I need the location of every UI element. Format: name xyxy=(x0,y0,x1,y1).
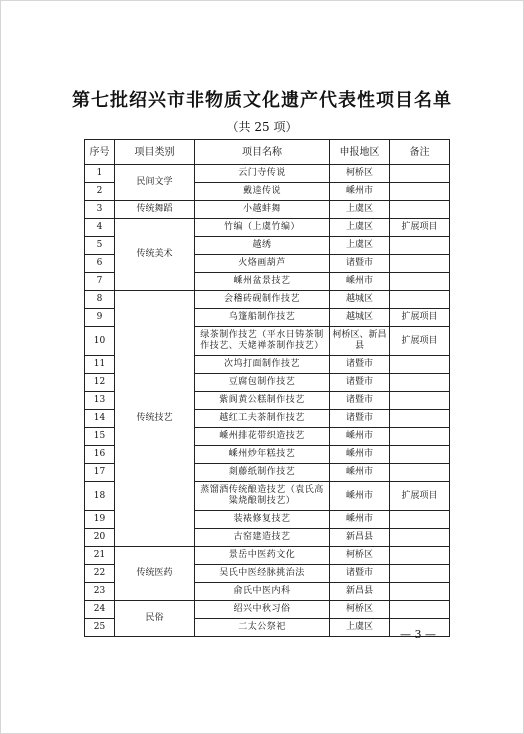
row-region: 嵊州市 xyxy=(330,464,390,482)
row-note xyxy=(390,601,450,619)
row-note: 扩展项目 xyxy=(390,327,450,356)
row-region: 越城区 xyxy=(330,291,390,309)
row-no: 18 xyxy=(85,482,115,511)
row-name: 绍兴中秋习俗 xyxy=(195,601,330,619)
row-name: 吴氏中医经脉挑治法 xyxy=(195,565,330,583)
row-region: 诸暨市 xyxy=(330,410,390,428)
row-name: 越红工夫茶制作技艺 xyxy=(195,410,330,428)
row-name: 嵊州排花带织造技艺 xyxy=(195,428,330,446)
category-cell: 传统美术 xyxy=(115,219,195,291)
row-region: 上虞区 xyxy=(330,237,390,255)
row-note: 扩展项目 xyxy=(390,219,450,237)
table-row xyxy=(85,291,450,309)
row-name: 小越蚌舞 xyxy=(195,201,330,219)
row-no: 23 xyxy=(85,583,115,601)
row-no: 6 xyxy=(85,255,115,273)
row-name: 会稽砖砚制作技艺 xyxy=(195,291,330,309)
row-region: 越城区 xyxy=(330,309,390,327)
row-no: 22 xyxy=(85,565,115,583)
category-cell: 传统舞蹈 xyxy=(115,201,195,219)
row-no: 17 xyxy=(85,464,115,482)
row-region: 诸暨市 xyxy=(330,356,390,374)
header-no: 序号 xyxy=(85,140,115,165)
row-region: 诸暨市 xyxy=(330,392,390,410)
row-region: 嵊州市 xyxy=(330,482,390,511)
row-no: 16 xyxy=(85,446,115,464)
row-no: 2 xyxy=(85,183,115,201)
row-name: 嵊州盆景技艺 xyxy=(195,273,330,291)
row-region: 嵊州市 xyxy=(330,183,390,201)
row-note xyxy=(390,446,450,464)
row-no: 13 xyxy=(85,392,115,410)
table-header-row xyxy=(85,140,450,165)
row-name: 古窑建造技艺 xyxy=(195,529,330,547)
row-region: 嵊州市 xyxy=(330,428,390,446)
row-note xyxy=(390,565,450,583)
row-region: 新昌县 xyxy=(330,583,390,601)
row-region: 上虞区 xyxy=(330,201,390,219)
row-note xyxy=(390,237,450,255)
row-region: 诸暨市 xyxy=(330,565,390,583)
row-region: 柯桥区 xyxy=(330,601,390,619)
row-note xyxy=(390,356,450,374)
row-region: 上虞区 xyxy=(330,619,390,637)
document-subtitle: （共 25 项） xyxy=(226,120,298,134)
row-no: 25 xyxy=(85,619,115,637)
row-name: 二太公祭祀 xyxy=(195,619,330,637)
row-region: 嵊州市 xyxy=(330,446,390,464)
page-number: — 3 — xyxy=(400,628,436,641)
row-region: 柯桥区、新昌县 xyxy=(330,327,390,356)
row-region: 柯桥区 xyxy=(330,165,390,183)
row-no: 20 xyxy=(85,529,115,547)
row-note: 扩展项目 xyxy=(390,309,450,327)
table-row xyxy=(85,547,450,565)
row-name: 云门寺传说 xyxy=(195,165,330,183)
row-region: 嵊州市 xyxy=(330,273,390,291)
row-name: 紫阆黄公糕制作技艺 xyxy=(195,392,330,410)
row-note xyxy=(390,165,450,183)
heritage-list-table xyxy=(84,139,450,637)
header-name: 项目名称 xyxy=(195,140,330,165)
row-no: 5 xyxy=(85,237,115,255)
row-note xyxy=(390,583,450,601)
row-note xyxy=(390,511,450,529)
table-row xyxy=(85,601,450,619)
row-note xyxy=(390,428,450,446)
header-category: 项目类别 xyxy=(115,140,195,165)
row-note xyxy=(390,464,450,482)
row-no: 9 xyxy=(85,309,115,327)
row-name: 绿茶制作技艺（平水日铸茶制作技艺、天姥禅茶制作技艺） xyxy=(195,327,330,356)
row-no: 7 xyxy=(85,273,115,291)
row-no: 8 xyxy=(85,291,115,309)
row-note xyxy=(390,255,450,273)
row-name: 景岳中医药文化 xyxy=(195,547,330,565)
row-note xyxy=(390,392,450,410)
row-no: 12 xyxy=(85,374,115,392)
row-note xyxy=(390,374,450,392)
row-region: 上虞区 xyxy=(330,219,390,237)
row-name: 装裱修复技艺 xyxy=(195,511,330,529)
row-name: 火烙画葫芦 xyxy=(195,255,330,273)
row-name: 蒸馏酒传统酿造技艺（袁氏高粱烧酿制技艺） xyxy=(195,482,330,511)
row-no: 1 xyxy=(85,165,115,183)
row-name: 剡藤纸制作技艺 xyxy=(195,464,330,482)
row-region: 嵊州市 xyxy=(330,511,390,529)
row-note xyxy=(390,410,450,428)
table-row xyxy=(85,219,450,237)
row-note xyxy=(390,529,450,547)
row-name: 越绣 xyxy=(195,237,330,255)
row-note xyxy=(390,201,450,219)
row-note xyxy=(390,273,450,291)
row-name: 嵊州炒年糕技艺 xyxy=(195,446,330,464)
row-no: 24 xyxy=(85,601,115,619)
category-cell: 传统技艺 xyxy=(115,291,195,547)
row-no: 10 xyxy=(85,327,115,356)
row-note xyxy=(390,183,450,201)
category-cell: 民俗 xyxy=(115,601,195,637)
row-name: 乌篷船制作技艺 xyxy=(195,309,330,327)
row-note xyxy=(390,291,450,309)
row-no: 3 xyxy=(85,201,115,219)
row-name: 俞氏中医内科 xyxy=(195,583,330,601)
row-region: 柯桥区 xyxy=(330,547,390,565)
category-cell: 传统医药 xyxy=(115,547,195,601)
row-name: 戴逵传说 xyxy=(195,183,330,201)
table-row xyxy=(85,201,450,219)
row-region: 新昌县 xyxy=(330,529,390,547)
header-note: 备注 xyxy=(390,140,450,165)
row-name: 次坞打面制作技艺 xyxy=(195,356,330,374)
row-region: 诸暨市 xyxy=(330,255,390,273)
row-region: 诸暨市 xyxy=(330,374,390,392)
row-no: 14 xyxy=(85,410,115,428)
row-no: 15 xyxy=(85,428,115,446)
row-note: 扩展项目 xyxy=(390,482,450,511)
row-no: 11 xyxy=(85,356,115,374)
row-no: 4 xyxy=(85,219,115,237)
header-region: 申报地区 xyxy=(330,140,390,165)
category-cell: 民间文学 xyxy=(115,165,195,201)
row-note xyxy=(390,547,450,565)
row-name: 竹编（上虞竹编） xyxy=(195,219,330,237)
row-no: 19 xyxy=(85,511,115,529)
row-name: 豆腐包制作技艺 xyxy=(195,374,330,392)
document-title: 第七批绍兴市非物质文化遗产代表性项目名单 xyxy=(72,90,452,111)
row-no: 21 xyxy=(85,547,115,565)
table-row xyxy=(85,165,450,183)
